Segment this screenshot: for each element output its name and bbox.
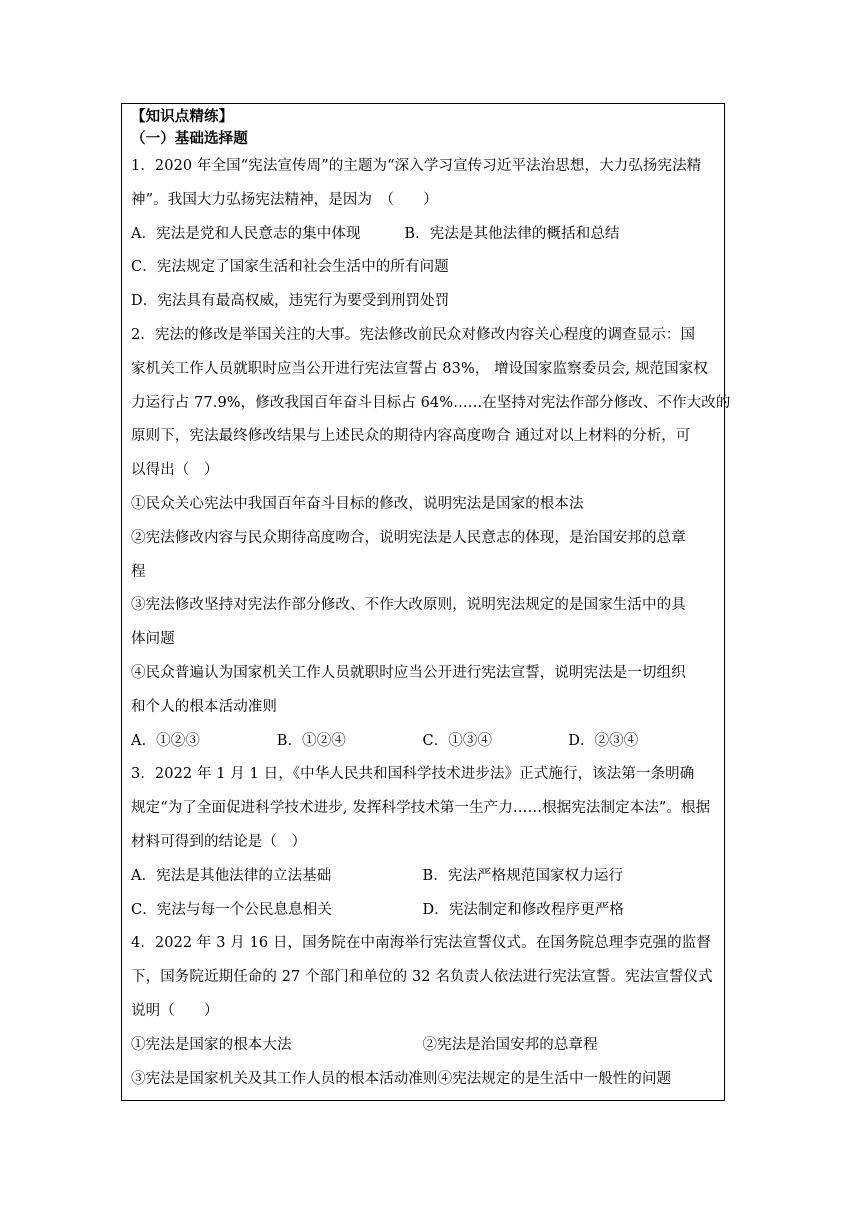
option-line: C．宪法规定了国家生活和社会生活中的所有问题: [131, 259, 449, 276]
statement-line: ①民众关心宪法中我国百年奋斗目标的修改，说明宪法是国家的根本法: [131, 495, 584, 512]
question-stem-line: 力运行占 77.9%，修改我国百年奋斗目标占 64%……在坚持对宪法作部分修改、不作大改的: [131, 394, 731, 411]
choice-d: D．②③④: [568, 732, 639, 749]
choice-a: A．①②③: [131, 732, 200, 749]
statement-line: ④民众普遍认为国家机关工作人员就职时应当公开进行宪法宣誓，说明宪法是一切组织: [131, 664, 686, 681]
choice-row: [131, 860, 714, 894]
statement-line: ②宪法修改内容与民众期待高度吻合，说明宪法是人民意志的体现，是治国安邦的总章: [131, 529, 686, 546]
statement-line: ③宪法修改坚持对宪法作部分修改、不作大改原则，说明宪法规定的是国家生活中的具: [131, 597, 686, 614]
option-line: D．宪法具有最高权威，违宪行为要受到刑罚处罚: [131, 293, 450, 310]
question-stem-line: 材料可得到的结论是（ ）: [131, 833, 307, 850]
question-stem-line: 1．2020 年全国“宪法宣传周”的主题为“深入学习宣传习近平法治思想，大力弘扬宪法精: [131, 158, 702, 174]
choice-d: D．宪法制定和修改程序更严格: [422, 901, 625, 918]
statement-row: [131, 1063, 714, 1097]
question-3: [131, 758, 714, 927]
question-stem-line: 原则下，宪法最终修改结果与上述民众的期待内容高度吻合 通过对以上材料的分析，可: [131, 428, 691, 445]
question-stem-line: 2．宪法的修改是举国关注的大事。宪法修改前民众对修改内容关心程度的调查显示：国: [131, 326, 696, 343]
question-stem-line: 3．2022 年 1 月 1 日，《中华人民共和国科学技术进步法》正式施行，该法第一条明确: [131, 766, 695, 783]
question-stem-line: 说明（ ）: [131, 1002, 219, 1019]
choice-row: [131, 725, 714, 759]
choice-a: A．宪法是其他法律的立法基础: [131, 867, 332, 884]
question-stem-line: 下，国务院近期任命的 27 个部门和单位的 32 名负责人依法进行宪法宣誓。宪法宣誓仪式: [131, 969, 713, 986]
statement-row: [131, 1029, 714, 1063]
question-4: [131, 927, 714, 1096]
choice-c: C．①③④: [422, 732, 493, 749]
statement-line: 体问题: [131, 631, 175, 648]
section-header: 【知识点精练】: [131, 108, 234, 125]
choice-b: B．宪法严格规范国家权力运行: [422, 867, 624, 884]
statement-4: ④宪法规定的是生活中一般性的问题: [437, 1070, 672, 1087]
subsection-title: （一）基础选择题: [131, 130, 248, 147]
question-stem-line: 4．2022 年 3 月 16 日，国务院在中南海举行宪法宣誓仪式。在国务院总理李克强的监督: [131, 935, 711, 952]
statement-1: ①宪法是国家的根本大法: [131, 1036, 292, 1053]
statement-line: 程: [131, 563, 146, 580]
statement-3: ③宪法是国家机关及其工作人员的根本活动准则: [131, 1070, 438, 1087]
statement-line: 和个人的根本活动准则: [131, 698, 277, 715]
question-stem-line: 家机关工作人员就职时应当公开进行宪法宣誓占 83%， 增设国家监察委员会, 规范国家权: [131, 360, 708, 377]
content-frame: [121, 103, 731, 1101]
question-stem-line: 规定“为了全面促进科学技术进步, 发挥科学技术第一生产力……根据宪法制定本法”。根据: [131, 800, 711, 817]
question-stem-line: 神”。我国大力弘扬宪法精神，是因为 （ ）: [131, 191, 438, 208]
choice-b: B．①②④: [276, 732, 346, 749]
choice-row: [131, 894, 714, 928]
statement-2: ②宪法是治国安邦的总章程: [422, 1036, 598, 1053]
option-line: A．宪法是党和人民意志的集中体现 B．宪法是其他法律的概括和总结: [131, 225, 620, 242]
choice-c: C．宪法与每一个公民息息相关: [131, 901, 332, 918]
question-1: [131, 150, 714, 319]
question-2: [131, 319, 731, 758]
question-stem-line: 以得出（ ）: [131, 462, 219, 479]
